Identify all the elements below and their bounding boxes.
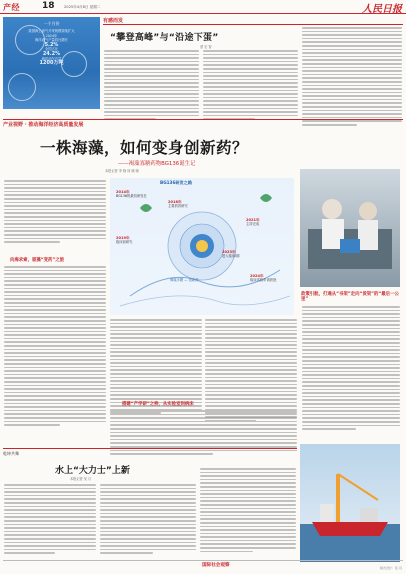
body-text-column: [200, 468, 296, 552]
body-text-column: [104, 50, 199, 120]
column-tag: 产业视野 · 推动海洋经济高质量发展: [3, 122, 84, 128]
body-text-column: [203, 50, 298, 120]
infographic-center-label: 褐藻多糖 — 创新药: [170, 278, 199, 282]
milestone: 2024年 临床试验申请获批: [250, 274, 277, 282]
sub-heading: 搭建“产学研”之桥，从实验室到病床: [122, 402, 194, 407]
body-text-column: [110, 319, 202, 414]
photo-ship: [300, 444, 400, 562]
info-box-line: 24.2%: [42, 50, 61, 57]
info-box-line: 1200万吨: [39, 60, 64, 67]
infographic: [110, 178, 294, 315]
milestone: 2021年 主持完成: [246, 218, 260, 226]
sub-headline: ——褐藻寡糖药物BG136诞生记: [118, 161, 196, 167]
info-box-line: 5.2%: [44, 41, 59, 48]
section-divider: [3, 448, 297, 449]
bubble-icon: [61, 51, 87, 77]
body-text-column: [4, 180, 106, 243]
info-box-line: 我国海上油气开采规模持续扩大: [28, 29, 75, 33]
divider: [103, 24, 403, 25]
byline-top: 蔡 宏 智: [200, 45, 212, 49]
milestone: 2023年 进入临床I期: [222, 250, 240, 258]
section-divider: [3, 119, 403, 120]
infographic-graphic: [110, 178, 294, 315]
milestone: 2014年 BG136的最初研发在: [116, 190, 147, 198]
headline-top: “攀登高峰”与“沿途下蛋”: [110, 33, 219, 43]
info-box-line: 海洋油气产量: [41, 56, 62, 61]
info-box-title: 一个月份: [43, 21, 60, 26]
layout-credit: 版式设计：张 丹: [380, 566, 402, 570]
section-name: 产经: [3, 3, 20, 12]
info-box: [3, 17, 100, 109]
byline-bottom: 本报记者 吴 月: [70, 477, 92, 481]
info-box-line: 2024年: [45, 33, 58, 38]
milestone: 2018年 主要药效研究: [168, 200, 188, 208]
main-headline: 一株海藻，如何变身创新药？: [40, 139, 249, 157]
footer-divider: [3, 560, 403, 561]
body-text-column: [302, 27, 402, 126]
page-header: [0, 0, 406, 14]
body-text-column: [205, 319, 297, 421]
body-text-column: [4, 266, 106, 426]
column-tag: 乾坤共舞: [3, 451, 19, 456]
bubble-icon: [8, 73, 36, 101]
sub-heading: 向海求索，驱藻“变药”之旅: [10, 258, 65, 263]
newspaper-logo: 人民日报: [362, 4, 402, 15]
photo-lab: [300, 169, 400, 287]
infographic-title: BG136研发之路: [160, 180, 193, 185]
info-box-line: 海洋油气产量同比增长: [35, 38, 68, 43]
sub-heading: 政策引航，打通从“书架”走向“货架”的“最后一公里”: [301, 292, 399, 303]
column-tag: 有感而发: [103, 18, 124, 24]
footer-column-tag: 国际社会观察: [202, 563, 230, 568]
byline-main: 本报记者 李 晓 何 晓 晓: [105, 169, 139, 173]
body-text-column: [4, 484, 96, 554]
page-number: 18: [42, 1, 55, 11]
body-text-column: [302, 306, 400, 430]
bubble-icon: [15, 25, 45, 55]
issue-date: 2025年4月8日 星期二: [64, 4, 101, 9]
info-box-line: 全国占比: [44, 47, 59, 52]
headline-bottom: 水上“大力士”上新: [55, 466, 130, 476]
milestone: 2019年 临床前研究: [116, 236, 133, 244]
body-text-column: [100, 484, 196, 554]
